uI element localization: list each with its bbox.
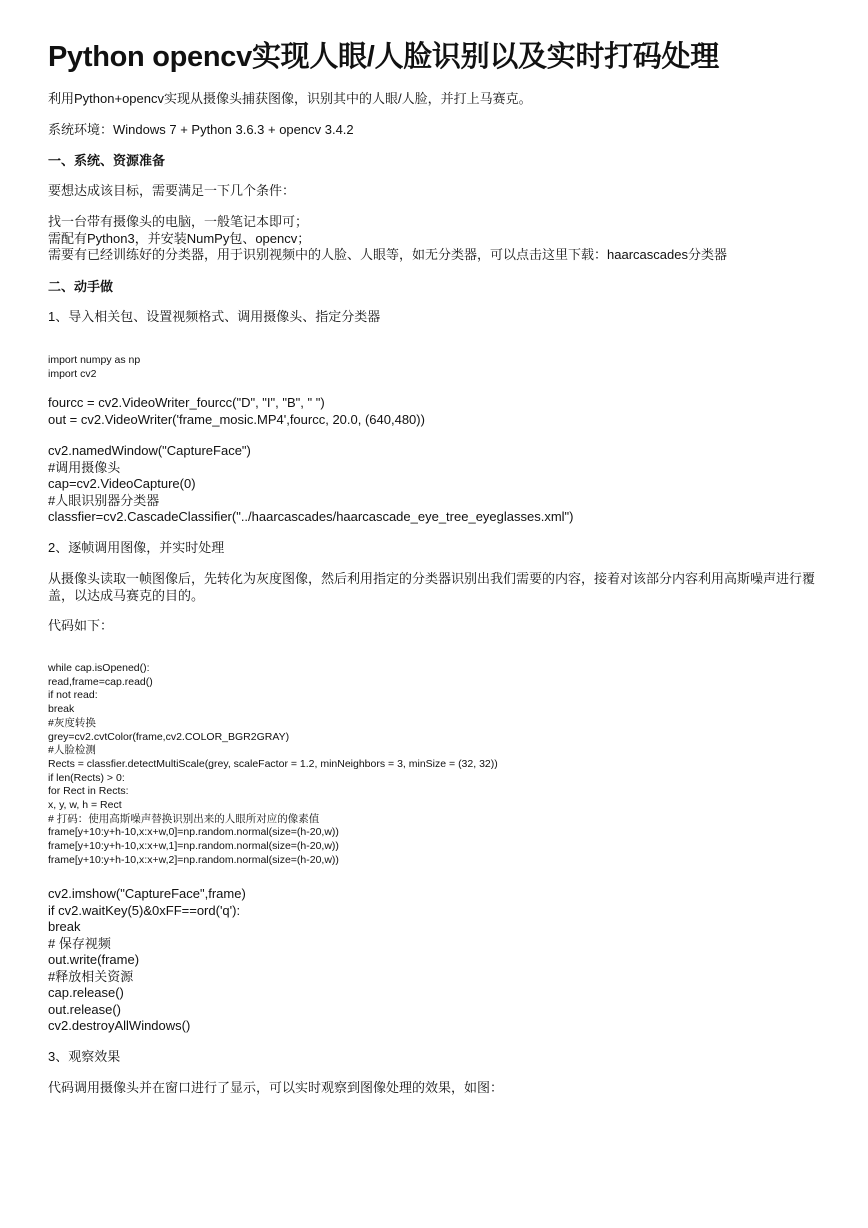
code-line: #人脸检测 — [48, 744, 96, 757]
code-label: 代码如下： — [48, 618, 114, 633]
code-block-loop — [48, 662, 498, 868]
section-heading-do: 二、动手做 — [48, 279, 114, 294]
code-line: #调用摄像头 — [48, 459, 121, 475]
code-line: while cap.isOpened(): — [48, 662, 150, 674]
condition-item: 需要有已经训练好的分类器，用于识别视频中的人脸、人眼等，如无分类器，可以点击这里下载：haarcascades分类器 — [48, 247, 727, 262]
code-line: cap=cv2.VideoCapture(0) — [48, 476, 196, 491]
code-line: cv2.imshow("CaptureFace",frame) — [48, 886, 246, 901]
condition-item: 需配有Python3，并安装NumPy包、opencv； — [48, 230, 311, 246]
code-block-imports — [48, 354, 140, 381]
code-block-writer — [48, 395, 425, 428]
code-line: # 打码：使用高斯噪声替换识别出来的人眼所对应的像素值 — [48, 812, 320, 825]
code-line: #灰度转换 — [48, 716, 96, 729]
code-line: import cv2 — [48, 367, 97, 380]
code-line: Rects = classfier.detectMultiScale(grey, scaleFactor = 1.2, minNeighbors = 3, minSize = (32, 32)) — [48, 757, 498, 770]
code-line: x, y, w, h = Rect — [48, 799, 122, 812]
code-line: if not read: — [48, 689, 98, 702]
code-block-tail — [48, 886, 246, 1035]
code-line: frame[y+10:y+h-10,x:x+w,0]=np.random.normal(size=(h-20,w)) — [48, 826, 339, 839]
code-line: read,frame=cap.read() — [48, 675, 153, 688]
code-line: break — [48, 703, 75, 716]
code-line: cv2.namedWindow("CaptureFace") — [48, 443, 251, 458]
code-line: frame[y+10:y+h-10,x:x+w,2]=np.random.normal(size=(h-20,w)) — [48, 853, 339, 866]
code-line: if len(Rects) > 0: — [48, 771, 125, 784]
code-line: # 保存视频 — [48, 935, 111, 951]
environment-line: 系统环境：Windows 7 + Python 3.6.3 + opencv 3.4.2 — [48, 122, 354, 137]
step1-heading: 1、导入相关包、设置视频格式、调用摄像头、指定分类器 — [48, 309, 381, 324]
step3-description: 代码调用摄像头并在窗口进行了显示，可以实时观察到图像处理的效果，如图： — [48, 1080, 504, 1095]
code-line: #人眼识别器分类器 — [48, 492, 160, 508]
code-line: cv2.destroyAllWindows() — [48, 1018, 191, 1033]
conditions-list — [48, 214, 727, 264]
code-line: if cv2.waitKey(5)&0xFF==ord('q'): — [48, 902, 241, 918]
step3-heading: 3、观察效果 — [48, 1049, 121, 1064]
step2-heading: 2、逐帧调用图像，并实时处理 — [48, 540, 225, 555]
code-line: for Rect in Rects: — [48, 785, 129, 798]
step2-description: 从摄像头读取一帧图像后，先转化为灰度图像，然后利用指定的分类器识别出我们需要的内容，接着对该部分内容利用高斯噪声进行覆盖，以达成马赛克的目的。 — [48, 571, 816, 603]
code-line: out.release() — [48, 1001, 121, 1017]
code-line: frame[y+10:y+h-10,x:x+w,1]=np.random.normal(size=(h-20,w)) — [48, 840, 339, 853]
code-line: grey=cv2.cvtColor(frame,cv2.COLOR_BGR2GRAY) — [48, 730, 290, 743]
section-heading-prepare: 一、系统、资源准备 — [48, 153, 166, 168]
code-line: break — [48, 919, 81, 934]
code-block-setup — [48, 443, 574, 526]
page-title: Python opencv实现人眼/人脸识别以及实时打码处理 — [48, 41, 719, 73]
code-line: out = cv2.VideoWriter('frame_mosic.MP4',fourcc, 20.0, (640,480)) — [48, 411, 425, 427]
conditions-intro: 要想达成该目标，需要满足一下几个条件： — [48, 183, 296, 198]
code-line: cap.release() — [48, 985, 124, 1000]
condition-item: 找一台带有摄像头的电脑，一般笔记本即可； — [48, 214, 309, 229]
code-line: out.write(frame) — [48, 952, 140, 967]
intro-paragraph: 利用Python+opencv实现从摄像头捕获图像，识别其中的人眼/人脸，并打上马赛克。 — [48, 91, 532, 106]
code-line: fourcc = cv2.VideoWriter_fourcc("D", "I", "B", " ") — [48, 395, 325, 410]
code-line: import numpy as np — [48, 354, 141, 366]
code-line: classfier=cv2.CascadeClassifier("../haarcascades/haarcascade_eye_tree_eyeglasses.xml") — [48, 509, 574, 524]
code-line: #释放相关资源 — [48, 968, 134, 984]
